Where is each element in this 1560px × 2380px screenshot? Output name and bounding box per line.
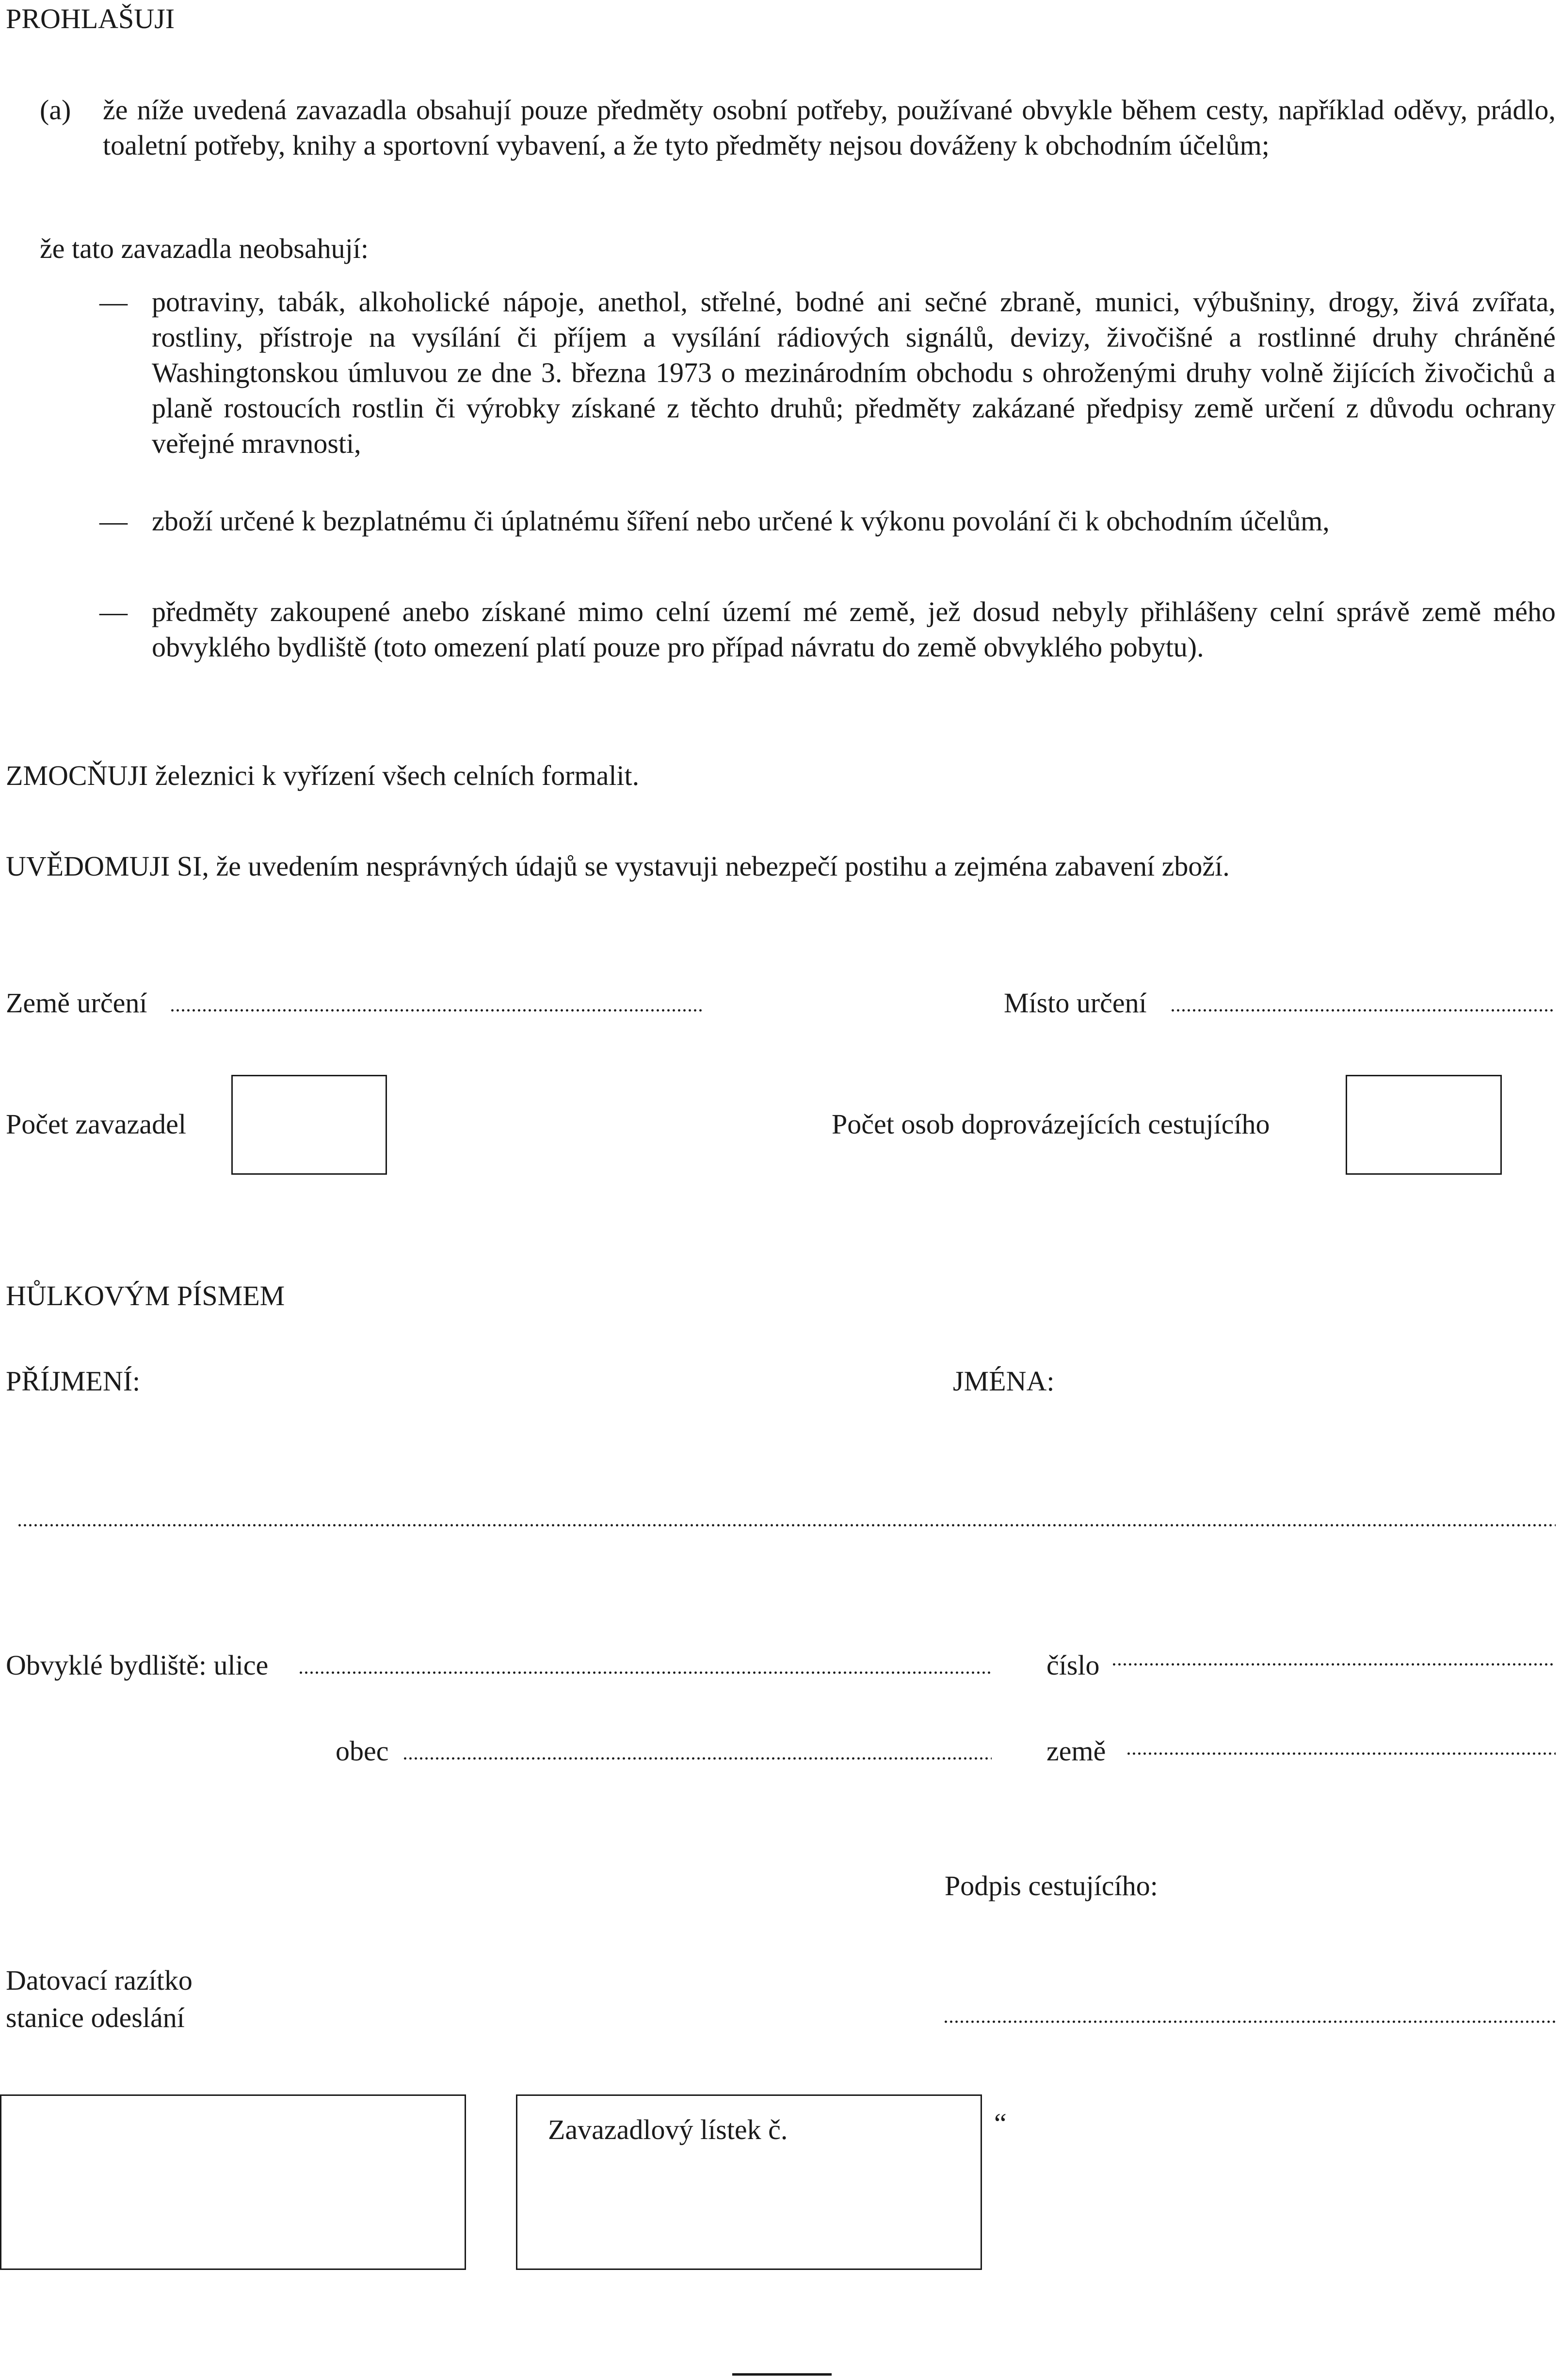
luggage-count-label: Počet zavazadel <box>6 1108 186 1140</box>
dash-item-1: potraviny, tabák, alkoholické nápoje, anethol, střelné, bodné ani sečné zbraně, munici, výbušniny, drogy, živá zvířata, rostliny, přístroje na vysílání či příjem a vysílání rádiových signálů, devizy, živočišné a rostlinné druhy chráněné Washingtonskou úmluvou ze dne 3. března 1973 o mezinárodním obchodu s ohroženými druhy volně žijících živočichů a planě rostoucích rostlin či výrobky získané z těchto druhů; předměty zakázané předpisy země určení z důvodu ochrany veřejné mravnosti, <box>152 286 1556 459</box>
dash-item-3: předměty zakoupené anebo získané mimo celní území mé země, jež dosud nebyly přihlášeny celní správě země mého obvyklého bydliště (toto omezení platí pouze pro případ návratu do země obvyklého pobytu). <box>152 596 1556 663</box>
block-letters-heading: HŮLKOVÝM PÍSMEM <box>6 1280 285 1311</box>
country-label: země <box>1046 1735 1106 1767</box>
item-a-marker: (a) <box>40 94 71 126</box>
closing-quote: “ <box>994 2108 1007 2139</box>
not-contain-intro: že tato zavazadla neobsahují: <box>40 233 369 264</box>
stamp-label-line1: Datovací razítko <box>6 1965 193 1996</box>
stamp-label-line2: stanice odeslání <box>6 2002 185 2033</box>
dash-bullet-3: — <box>99 596 128 627</box>
municipality-label: obec <box>336 1735 389 1767</box>
name-line-field[interactable] <box>17 1524 1556 1527</box>
authorize-text: ZMOCŇUJI železnici k vyřízení všech celních formalit. <box>6 760 640 791</box>
item-a-text: že níže uvedená zavazadla obsahují pouze předměty osobní potřeby, používané obvykle během cesty, například oděvy, prádlo, toaletní potřeby, knihy a sportovní vybavení, a že tyto předměty nejsou dováženy k obchodním účelům; <box>103 94 1556 161</box>
footer-rule <box>732 2373 832 2376</box>
municipality-field[interactable] <box>402 1757 992 1760</box>
destination-country-field[interactable] <box>170 1009 703 1012</box>
stamp-box[interactable] <box>0 2094 466 2270</box>
declare-heading: PROHLAŠUJI <box>6 3 175 34</box>
surname-label: PŘÍJMENÍ: <box>6 1365 141 1397</box>
residence-street-field[interactable] <box>298 1671 992 1674</box>
dash-bullet-1: — <box>99 286 128 318</box>
baggage-ticket-label: Zavazadlový lístek č. <box>548 2114 788 2145</box>
companions-count-box[interactable] <box>1346 1075 1502 1175</box>
residence-street-label: Obvyklé bydliště: ulice <box>6 1649 269 1681</box>
companions-count-label: Počet osob doprovázejících cestujícího <box>832 1108 1270 1140</box>
luggage-count-box[interactable] <box>231 1075 387 1175</box>
dash-item-2: zboží určené k bezplatnému či úplatnému šíření nebo určené k výkonu povolání či k obchodním účelům, <box>152 505 1330 537</box>
aware-text: UVĚDOMUJI SI, že uvedením nesprávných údajů se vystavuji nebezpečí postihu a zejména zabavení zboží. <box>6 850 1230 882</box>
signature-label: Podpis cestujícího: <box>945 1870 1158 1901</box>
dash-bullet-2: — <box>99 505 128 537</box>
house-number-label: číslo <box>1046 1649 1100 1681</box>
destination-country-label: Země určení <box>6 987 147 1019</box>
given-names-label: JMÉNA: <box>953 1365 1055 1397</box>
baggage-ticket-box[interactable] <box>516 2094 982 2270</box>
destination-place-field[interactable] <box>1170 1009 1556 1012</box>
house-number-field[interactable] <box>1111 1663 1556 1666</box>
country-field[interactable] <box>1126 1752 1556 1755</box>
signature-field[interactable] <box>943 2020 1556 2023</box>
destination-place-label: Místo určení <box>1004 987 1147 1019</box>
